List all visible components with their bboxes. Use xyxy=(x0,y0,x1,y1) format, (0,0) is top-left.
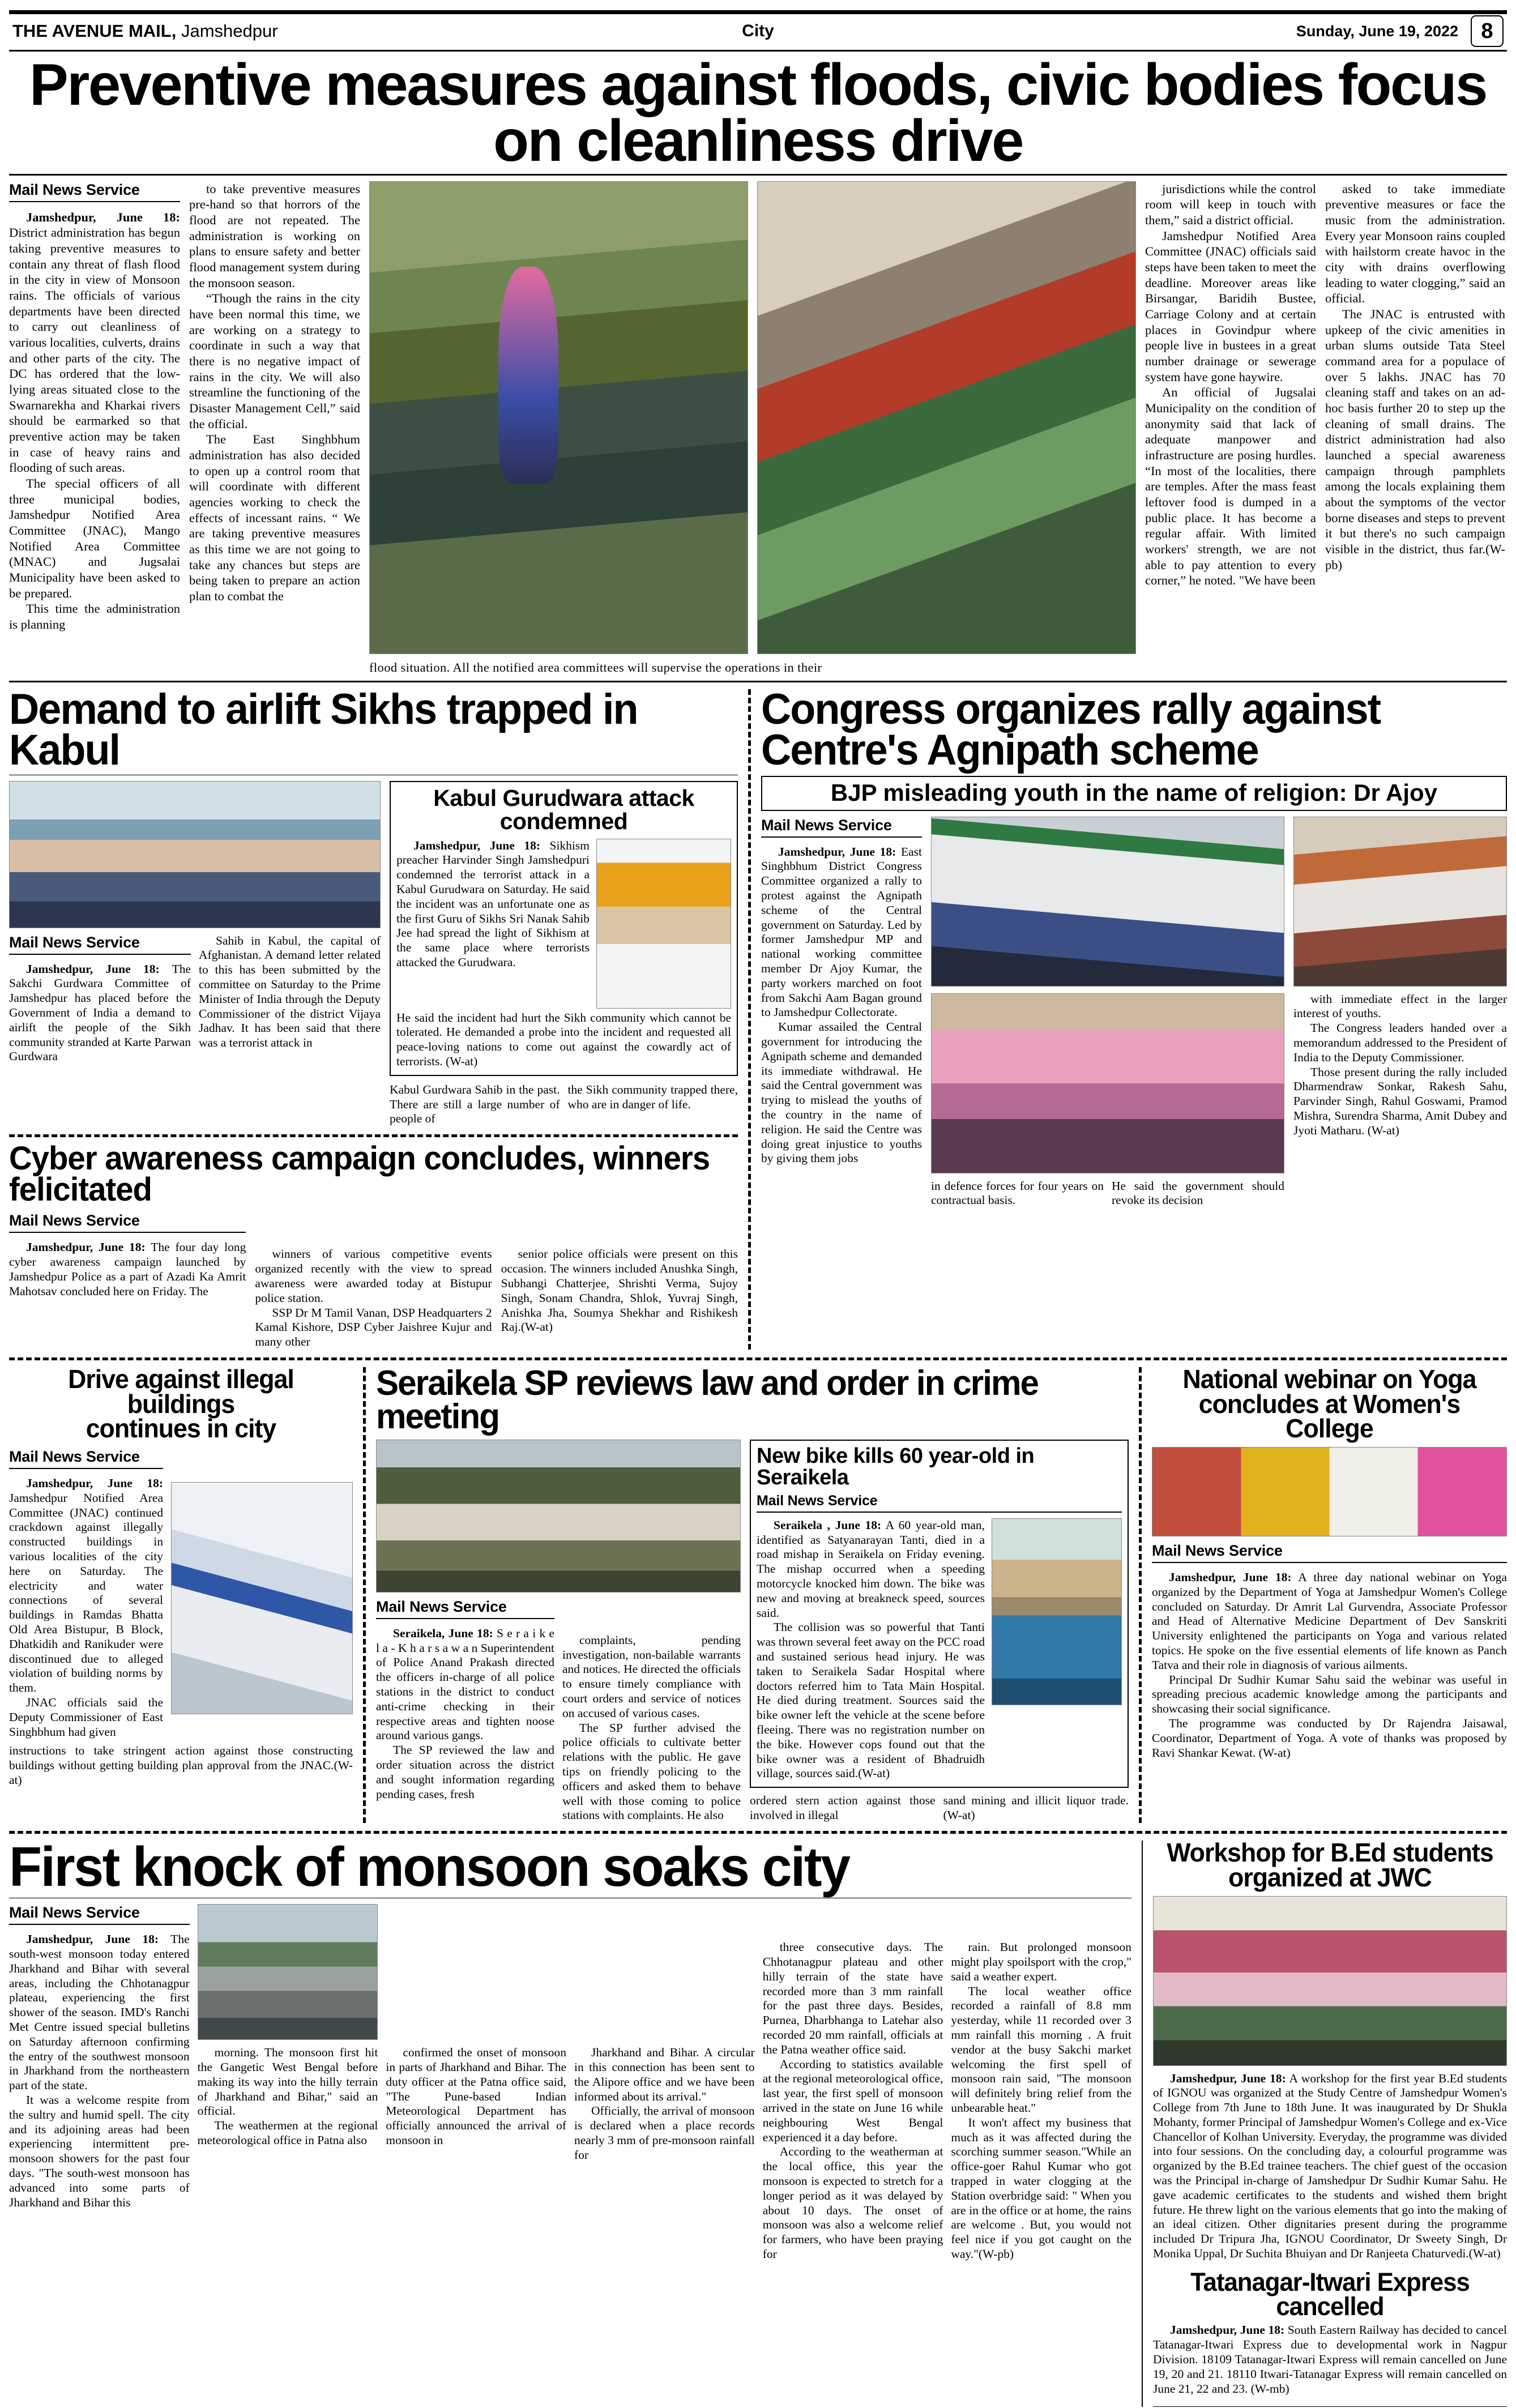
lead-bottom-rule xyxy=(9,681,1507,682)
seraikela-col-2: complaints, pending investigation, non-bailable warrants and notices. He directed the officials to ensure timely compliance with court orders and service of notices on accused of various cases. The SP further advised the police officials to cultivate better relations with the public. He gave tips on friendly policing to the officers and asked them to behave well with those coming to police stations with complaints. He also xyxy=(562,1633,741,1822)
byline-kabul: Mail News Service xyxy=(9,934,191,955)
accident-victim-photo xyxy=(992,1518,1122,1705)
gurudwara-box xyxy=(390,781,738,1076)
bike-runover-b: sand mining and illicit liquor trade.(W-at) xyxy=(943,1794,1129,1822)
train-body: Jamshedpur, June 18: South Eastern Railway has decided to cancel Tatanagar-Itwari Express due to developmental work in Nagpur Division. 18109 Tatanagar-Itwari Express will remain cancelled on June 19, 20 and 21. 18110 Itwari-Tatanagar Express will remain cancelled on June 21, 22 and 23. (W-mb) xyxy=(1153,2323,1507,2396)
byline-yoga: Mail News Service xyxy=(1152,1542,1507,1563)
masthead xyxy=(9,13,1507,48)
cyber-top-rule xyxy=(9,1134,738,1137)
byline-cyber: Mail News Service xyxy=(9,1212,246,1233)
congress-leaders-photo xyxy=(1293,817,1507,987)
workshop-story xyxy=(1153,1838,1507,2261)
row-two-bottom-rule xyxy=(9,1357,1507,1360)
sikh-committee-group-photo xyxy=(9,781,381,928)
workshop-body: Jamshedpur, June 18: A workshop for the first year B.Ed students of IGNOU was organized at the Study Centre of Jamshedpur Women's College from 7th June to 18th June. It was inaugurated by Dr Shukla Mohanty, former Principal of Jamshedpur Women's College and ex-Vice Chancellor of Kolhan University. Everyday, the programme was divided into four sessions. On the concluding day, a colourful programme was organized by the B.Ed trainee teachers. The chief guest of the occasion was the Principal in-charge of Jamshedpur Dr Sudhir Kumar Sahu. He gave academic certificates to the students and wished them bright future. He threw light on the various elements that go into the making of an ideal citizen. Other dignitaries present during the programme included Dr Tripura Jha, IGNOU Coordinator, Dr Sweety Singh, Dr Monika Uppal, Dr Suchita Bhuiyan and Dr Ranjeeta Chaturvedi.(W-at) xyxy=(1153,2071,1507,2261)
publication-city: Jamshedpur xyxy=(176,21,278,41)
page-number-badge: 8 xyxy=(1471,15,1504,47)
congress-story xyxy=(761,685,1507,1208)
kabul-col-2: Sahib in Kabul, the capital of Afghanistan. A demand letter related to this has been submitted by the committee on Saturday to the Prime Minister of India through the Deputy Commissioner of the district Vijaya Jadhav. It has been said that there was a terrorist attack in xyxy=(199,933,381,1050)
workshop-felicitation-photo xyxy=(1153,1896,1507,2066)
byline-illegal: Mail News Service xyxy=(9,1448,163,1469)
byline-congress: Mail News Service xyxy=(761,817,922,838)
lead-headline: Preventive measures against floods, civic bodies focus on cleanliness drive xyxy=(29,52,1487,174)
monsoon-col-2: morning. The monsoon first hit the Gangetic West Bengal before making its way into the hilly terrain of Jharkhand and Bihar," said an official. The weathermen at the regional meteorological office in Patna also xyxy=(197,2046,378,2147)
cyber-headline: Cyber awareness campaign concludes, winners felicitated xyxy=(9,1140,710,1209)
congress-runover-b: He said the government should revoke its decision xyxy=(1112,1179,1284,1207)
byline-lead: Mail News Service xyxy=(9,181,180,202)
cyber-col-2: winners of various competitive events organized recently with the view to spread awareness were awarded today at Bistupur police station. SSP Dr M Tamil Vanan, DSP Headquarters 2 Kamal Kishore, DSP Cyber Jaishree Kujur and many other xyxy=(255,1247,492,1349)
lead-runover: flood situation. All the notified area committees will supervise the operations in their xyxy=(369,660,822,674)
kabul-headline: Demand to airlift Sikhs trapped in Kabul xyxy=(9,685,638,775)
yoga-body: Jamshedpur, June 18: A three day national webinar on Yoga organized by the Department of Yoga at Jamshedpur Women's College concluded on Saturday. Dr Amrit Lal Gurvendra, Associate Professor and Head of Alternative Medicine Department of Dev Sanskriti University enlightened the participants on Yoga and various related topics. He spoke on the five essential elements of life known as Panch Tatva and their role in diagnosis of various ailments. Principal Dr Sudhir Kumar Sahu said the webinar was useful in spreading precious academic knowledge among the participants and showcasing their social significance. The programme was conducted by Dr Rajendra Jaisawal, Coordinator, Department of Yoga. A vote of thanks was proposed by Ravi Shankar Kewat. (W-at) xyxy=(1152,1570,1507,1760)
congress-runover-a: in defence forces for four years on contractual basis. xyxy=(931,1179,1104,1207)
yoga-headline: National webinar on Yoga concludes at Women's College xyxy=(1182,1364,1476,1444)
gurudwara-para-a: Jamshedpur, June 18: Sikhism preacher Harvinder Singh Jamshedpuri condemned the terrorist attack in a Kabul Gurudwara on Saturday. He said the incident was an unfortunate one as the first Guru of Sikhs Sri Nanak Sahib Jee had spread the light of Sikhism at the same place where terrorists attacked the Gurudwara. xyxy=(396,838,590,970)
flood-drain-cleaning-photo xyxy=(369,181,748,654)
memorandum-handover-photo xyxy=(931,993,1284,1173)
illegal-building-photo xyxy=(171,1482,353,1714)
congress-rally-photo xyxy=(931,817,1284,987)
bike-col-1: Seraikela , June 18: A 60 year-old man, identified as Satyanarayan Tanti, died in a road mishap in Seraikela on Friday evening. The mishap occurred when a speeding motorcycle knocked him down. The bike was new and moving at breakneck speed, sources said. The collision was so powerful that Tanti was thrown several feet away on the PCC road and sustained serious head injury. He was taken to Seraikela Sadar Hospital where doctors referred him to Tata Main Hospital. He died during treatment. Sources said the bike owner left the vehicle at the scene before fleeing. There was no registration number on the bike. However cops found out that the bike owner was a resident of Bhadruidh village, sources said.(W-at) xyxy=(757,1518,985,1781)
monsoon-col-6: rain. But prolonged monsoon might play spoilsport with the crop," said a weather expert. The local weather office recorded a rainfall of 8.8 mm yesterday, while 11 recorded over 3 mm rainfall this morning . A fruit vendor at the busy Sakchi market welcoming the first spell of monsoon rain said, "The monsoon will definitely bring relief from the unbearable heat." It won't affect my business that much as it was affected during the scorching summer season."While an office-goer Rahul Kumar who got trapped in water clogging at the Station overbridge said: " When you are in the office or at home, the rains are welcome . But, you would not feel nice if you got caught on the way."(W-pb) xyxy=(951,1940,1132,2261)
row-three xyxy=(9,1363,1507,1823)
cyber-story xyxy=(9,1140,738,1350)
congress-col-3: with immediate effect in the larger interest of youths. The Congress leaders handed over a memorandum addressed to the President of India to the Deputy Commissioner. Those present during the rally included Dharmendraw Sonkar, Rakesh Sahu, Parvinder Singh, Rahul Goswami, Pramod Mishra, Surendra Sharma, Amit Dubey and Jyoti Matharu. (W-at) xyxy=(1293,992,1507,1137)
byline-seraikela: Mail News Service xyxy=(376,1598,554,1619)
lead-col-2: to take preventive measures pre-hand so that horrors of the flood are not repeated. The administration is working on plans to ensure safety and better flood management system during the monsoon season. “Though the rains in the city have been normal this time, we are working on a strategy to coordinate in such a way that there is no negative impact of rains in the city. We will also streamline the functioning of the Disaster Management Cell,” said the official. The East Singhbhum administration has also decided to open up a control room that will coordinate with different agencies working to check the effects of incessant rains. “ We are taking preventive measures as this time we are not going to take any chances but steps are being taken to prepare an action plan to combat the xyxy=(189,181,360,604)
congress-col-1: Jamshedpur, June 18: East Singhbhum District Congress Committee organized a rally to protest against the Agnipath scheme of the Central government on Saturday. Led by former Jamshedpur MP and national working committee member Dr Ajoy Kumar, the party workers marched on foot from Sakchi Aam Bagan ground to Jamshedpur Collectorate. Kumar assailed the Central government for introducing the Agnipath scheme and demanded its immediate withdrawal. He said the Central government was trying to mislead the youths of the country in the name of religion. He said the Centre was doing great injustice to youths by giving them jobs xyxy=(761,844,922,1165)
bike-runover-a: ordered stern action against those involved in illegal xyxy=(750,1794,936,1822)
illegal-headline: Drive against illegal buildings continues in city xyxy=(68,1364,294,1444)
section-label: City xyxy=(742,22,774,40)
seraikela-col-1: Seraikela, June 18: S e r a i k e l a - K h a r s a w a n Superintendent of Police Anand Prakash directed the officers in-charge of all police stations in the district to conduct anti-crime checking in their respective areas and tighten noose around various gangs. The SP reviewed the law and order situation across the district and sought information regarding pending cases, fresh xyxy=(376,1626,555,1801)
seraikela-headline: Seraikela SP reviews law and order in crime meeting xyxy=(376,1363,1039,1436)
crime-meeting-photo xyxy=(376,1440,741,1592)
illegal-runover: instructions to take stringent action against those constructing buildings without getting building plan approval from the JNAC.(W-at) xyxy=(9,1744,353,1787)
lead-story xyxy=(9,52,1507,675)
congress-headline: Congress organizes rally against Centre's Agnipath scheme xyxy=(761,685,1381,775)
yoga-story xyxy=(1152,1364,1507,1760)
bike-box xyxy=(750,1440,1129,1788)
preacher-harvinder-singh-photo xyxy=(596,839,731,1009)
kabul-story xyxy=(9,685,738,1126)
byline-bike: Mail News Service xyxy=(757,1492,878,1509)
row-three-bottom-rule xyxy=(9,1831,1507,1834)
gurudwara-headline: Kabul Gurudwara attack condemned xyxy=(433,784,694,834)
seraikela-story xyxy=(376,1363,1129,1823)
kabul-col-1: Jamshedpur, June 18: The Sakchi Gurdwara Committee of Jamshedpur has placed before the Government of India a demand to airlift the people of the Sikh community stranded at Karte Parwan Gurdwara xyxy=(9,962,191,1064)
workshop-headline: Workshop for B.Ed students organized at JWC xyxy=(1167,1838,1493,1892)
lead-col-4: asked to take immediate preventive measures or face the music from the administration. Every year Monsoon rains coupled with hailstorm create havoc in the city with drains overflowing leading to water clogging,” said an official. The JNAC is entrusted with upkeep of the civic amenities in urban slums outside Tata Steel command area for a populace of over 5 lakhs. JNAC has 70 cleaning staff and takes on an ad-hoc basis further 20 to step up the cleaning of small drains. The district administration had also launched a special awareness campaign through pamphlets among the locals explaining them about the symptoms of the vector borne diseases and steps to prevent it but there's no such campaign visible in the district, thus far.(W-pb) xyxy=(1325,181,1505,572)
congress-subhead: BJP misleading youth in the name of religion: Dr Ajoy xyxy=(761,776,1507,811)
train-story xyxy=(1153,2267,1507,2407)
cyber-col-3: senior police officials were present on this occasion. The winners included Anushka Singh, Subhangi Chatterjee, Shrishti Verma, Sujoy Singh, Sonam Chandra, Shlok, Yuvraj Singh, Anishka Jha, Soumya Shekhar and Rishikesh Raj.(W-at) xyxy=(501,1247,738,1334)
excavator-drain-photo xyxy=(757,181,1136,654)
publication-name: THE AVENUE MAIL, xyxy=(12,21,177,41)
gurudwara-para-b: He said the incident had hurt the Sikh community which cannot be tolerated. He demanded a probe into the incident and requested all peace-loving nations to come out against the cowardly act of terrorists. (W-at) xyxy=(396,1010,731,1069)
monsoon-col-4: Jharkhand and Bihar. A circular in this connection has been sent to the Alipore office and we have been informed about its arrival." Officially, the arrival of monsoon is declared when a place records nearly 3 mm of pre-monsoon rainfall for xyxy=(574,2046,755,2162)
train-headline: Tatanagar-Itwari Express cancelled xyxy=(1190,2267,1470,2321)
rainy-street-photo xyxy=(198,1904,378,2040)
bike-headline: New bike kills 60 year-old in Seraikela xyxy=(757,1444,1035,1489)
illegal-buildings-story xyxy=(9,1364,353,1788)
kabul-runover-right: the Sikh community trapped there, who are in danger of life. xyxy=(567,1082,738,1111)
lead-col-1: Jamshedpur, June 18: District administration has begun taking preventive measures to contain any threat of flash flood in the city in view of Monsoon rains. The officials of various departments have been directed to carry out cleanliness of various localities, culverts, drains and other parts of the city. The DC has ordered that the low-lying areas situated close to the Swarnarekha and Kharkai rivers should be earmarked so that preventive action may be taken in case of heavy rains and flooding of such areas. The special officers of all three municipal bodies, Jamshedpur Notified Area Committee (JNAC), Mango Notified Area Committee (MNAC) and Jugsalai Municipality have been asked to be prepared. This time the administration is planning xyxy=(9,210,180,632)
monsoon-col-3: confirmed the onset of monsoon in parts of Jharkhand and Bihar. The duty officer at the Patna office said, "The Pune-based Indian Meteorological Department has officially announced the arrival of monsoon in xyxy=(386,2046,567,2147)
kabul-runover-left: Kabul Gurdwara Sahib in the past. There are still a large number of people of xyxy=(390,1082,560,1126)
yoga-webinar-participants-photo xyxy=(1152,1447,1507,1536)
byline-monsoon: Mail News Service xyxy=(9,1904,190,1925)
issue-date: Sunday, June 19, 2022 xyxy=(1296,22,1458,40)
lead-col-3: jurisdictions while the control room will keep in touch with them,” said a district official. Jamshedpur Notified Area Committee (JNAC) officials said steps have been taken to meet the deadline. Moreover areas like Birsangar, Baridih Bustee, Carriage Colony and at certain places in Govindpur where people live in bustees in a great number drainage or sewerage system have gone haywire. An official of Jugsalai Municipality on the condition of anonymity said that lack of adequate manpower and infrastructure are posing hurdles. “In most of the localities, there are temples. After the mass feast leftover food is dumped in a public place. It has become a regular affair. With limited workers' strength, we are not able to pay attention to every corner,” he noted. "We have been xyxy=(1145,181,1316,588)
illegal-col-1: Jamshedpur, June 18: Jamshedpur Notified Area Committee (JNAC) continued crackdown against illegally constructed buildings in various localities of the city here on Saturday. The electricity and water connections of several buildings in Ramdas Bhatta Old Area Bistupur, B Block, Dhatkidih and Ranikuder were discontinued due to alleged violation of building norms by them. JNAC officials said the Deputy Commissioner of East Singhbhum had given xyxy=(9,1476,163,1739)
row-two xyxy=(9,685,1507,1350)
monsoon-col-1: Jamshedpur, June 18: The south-west monsoon today entered Jharkhand and Bihar with several areas, including the Chhotanagpur plateau, experiencing the first shower of the season. IMD's Ranchi Met Centre issued special bulletins on Saturday afternoon confirming the entry of the southwest monsoon in Jharkhand from the northeastern part of the state. It was a welcome respite from the sultry and humid spell. The city and its adjoining areas had been experiencing intermittent pre-monsoon showers for the past four days. "The south-west monsoon has advanced into some parts of Jharkhand and Bihar this xyxy=(9,1932,190,2209)
cyber-col-1: Jamshedpur, June 18: The four day long cyber awareness campaign launched by Jamshedpur Police as a part of Azadi Ka Amrit Mahotsav concluded here on Friday. The xyxy=(9,1240,246,1298)
monsoon-headline: First knock of monsoon soaks city xyxy=(9,1835,849,1898)
monsoon-col-5: three consecutive days. The Chhotanagpur plateau and other hilly terrain of the state have recorded more than 3 mm rainfall for the past three days. Besides, Purnea, Dharbhanga to Latehar also recorded 20 mm rainfall, officials at the Patna weather office said. According to statistics available at the regional meteorological office, last year, the first spell of monsoon arrived in the state on June 16 while neighbouring West Bengal experienced it a day before. According to the weatherman at the local office, this year the monsoon is expected to stretch for a longer period as it was delayed by about 10 days. The onset of monsoon was also a welcome relief for farmers, who have been praying for xyxy=(762,1940,943,2261)
row-four xyxy=(9,1835,1507,2407)
